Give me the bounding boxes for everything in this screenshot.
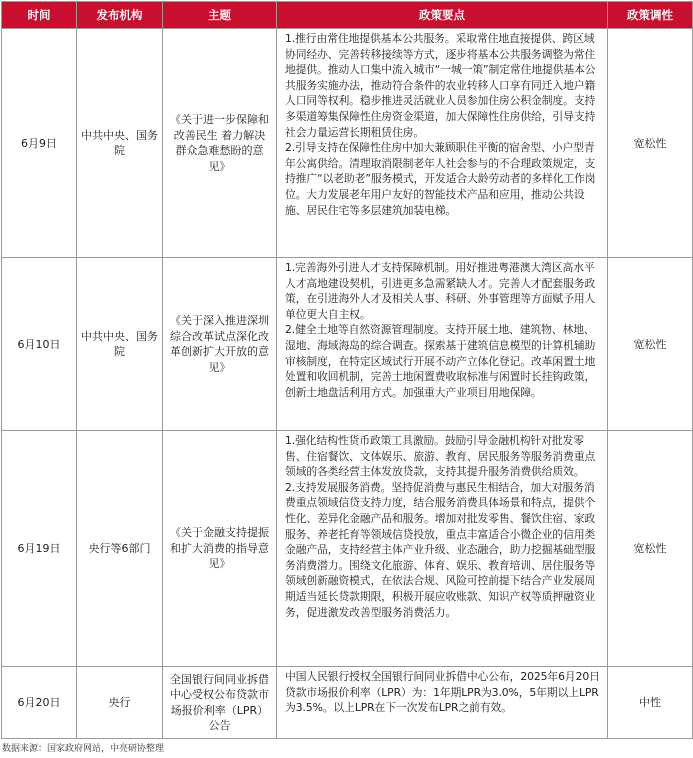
policy-table-container <box>1 1 692 739</box>
table-row <box>2 431 693 667</box>
cell-agency: 央行 <box>77 667 163 739</box>
cell-tone: 中性 <box>608 667 693 739</box>
header-topic: 主题 <box>163 2 277 29</box>
header-row <box>2 2 693 29</box>
cell-topic: 《关于进一步保障和改善民生 着力解决群众急难愁盼的意见》 <box>163 29 277 258</box>
table-row <box>2 29 693 258</box>
cell-time: 6月19日 <box>2 431 77 667</box>
cell-time: 6月20日 <box>2 667 77 739</box>
header-agency: 发布机构 <box>77 2 163 29</box>
cell-agency: 央行等6部门 <box>77 431 163 667</box>
header-time: 时间 <box>2 2 77 29</box>
cell-topic: 《关于深入推进深圳综合改革试点深化改革创新扩大开放的意见》 <box>163 258 277 431</box>
cell-points <box>277 29 608 258</box>
cell-points <box>277 431 608 667</box>
point-paragraph: 1.强化结构性货币政策工具激励。鼓励引导金融机构针对批发零售、住宿餐饮、文体娱乐、旅游、教育、居民服务等服务消费重点领域的各类经营主体发放贷款，支持其提升服务消费供给质效。 <box>285 434 596 479</box>
cell-points <box>277 667 608 739</box>
cell-tone: 宽松性 <box>608 29 693 258</box>
point-paragraph: 2.引导支持在保障性住房中加大兼顾职住平衡的宿舍型、小户型青年公寓供给。清理取消限制老年人社会参与的不合理政策规定，支持推广“以老助老”服务模式，开发适合大龄劳动者的多样化工作岗位。大力发展老年用户友好的智能技术产品和应用，推动公共设施、居民住宅等多层建筑加装电梯。 <box>285 141 596 217</box>
cell-time: 6月10日 <box>2 258 77 431</box>
table-row <box>2 258 693 431</box>
cell-agency: 中共中央、国务院 <box>77 29 163 258</box>
policy-table <box>1 1 693 739</box>
point-paragraph: 中国人民银行授权全国银行间同业拆借中心公布，2025年6月20日贷款市场报价利率（LPR）为：1年期LPR为3.0%，5年期以上LPR为3.5%。以上LPR在下一次发布LPR之前有效。 <box>285 670 600 715</box>
cell-topic: 全国银行间同业拆借中心受权公布贷款市场报价利率（LPR）公告 <box>163 667 277 739</box>
header-tone: 政策调性 <box>608 2 693 29</box>
cell-tone: 宽松性 <box>608 431 693 667</box>
source-note: 数据来源：国家政府网站，中亮研协整理 <box>2 744 165 754</box>
header-points: 政策要点 <box>277 2 608 29</box>
cell-time: 6月9日 <box>2 29 77 258</box>
table-row <box>2 667 693 739</box>
point-paragraph: 2.健全土地等自然资源管理制度。支持开展土地、建筑物、林地、湿地、海域海岛的综合调查。探索基于建筑信息模型的计算机辅助审核制度，在特定区域试行开展不动产立体化登记。改革闲置土地处置和收回机制，完善土地闲置费收取标准与闲置时长挂钩政策，创新土地盘活利用方式。加强重大产业项目用地保障。 <box>285 323 596 399</box>
point-paragraph: 2.支持发展服务消费。坚持促消费与惠民生相结合，加大对服务消费重点领域信贷支持力度，结合服务消费具体场景和特点，提供个性化、差异化金融产品和服务。增加对批发零售、餐饮住宿、家政服务、养老托育等领域信贷投放，重点丰富适合小微企业的信用类金融产品，支持经营主体产业升级、业态融合，助力挖掘基础型服务消费潜力。围绕文化旅游、体育、娱乐、教育培训、居住服务等领域创新融资模式，在依法合规、风险可控前提下结合产业发展周期适当延长贷款期限，积极开展应收账款、知识产权等质押融资业务，促进激发改善型服务消费活力。 <box>285 480 596 619</box>
cell-tone: 宽松性 <box>608 258 693 431</box>
point-paragraph: 1.推行由常住地提供基本公共服务。采取常住地直接提供、跨区域协同经办、完善转移接续等方式，逐步将基本公共服务调整为常住地提供。推动人口集中流入城市“一城一策”制定常住地提供基本公共服务实施办法，推动符合条件的农业转移人口享有同迁入地户籍人口同等权利。稳步推进灵活就业人员参加住房公积金制度。支持多渠道筹集保障性住房资金渠道，加大保障性住房供给，引导支持社会力量运营长期租赁住房。 <box>285 32 596 139</box>
cell-agency: 中共中央、国务院 <box>77 258 163 431</box>
cell-points <box>277 258 608 431</box>
point-paragraph: 1.完善海外引进人才支持保障机制。用好推进粤港澳大湾区高水平人才高地建设契机，引进更多急需紧缺人才。完善人才配套服务政策，在引进海外人才及相关人事、科研、外事管理等方面赋予用人单位更大自主权。 <box>285 261 596 321</box>
cell-topic: 《关于金融支持提振和扩大消费的指导意见》 <box>163 431 277 667</box>
